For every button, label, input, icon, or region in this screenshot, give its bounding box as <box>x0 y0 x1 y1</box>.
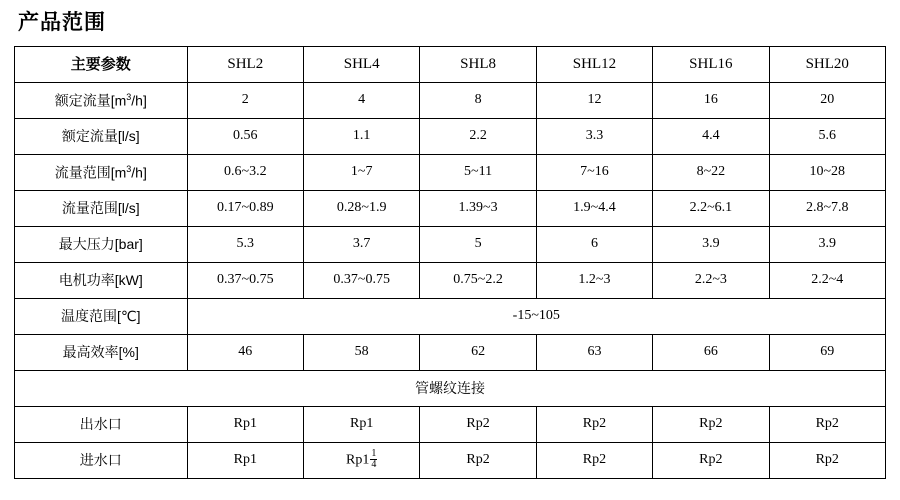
row-label-rated-flow-ls: 额定流量[l/s] <box>15 119 188 155</box>
row-label-inlet: 进水口 <box>15 443 188 479</box>
cell-value: Rp2 <box>769 407 885 443</box>
cell-value: Rp2 <box>420 407 536 443</box>
cell-value: 58 <box>303 335 419 371</box>
cell-value: 66 <box>653 335 769 371</box>
column-header-model-4: SHL12 <box>536 47 652 83</box>
table-row <box>15 155 886 191</box>
cell-value-inlet-shl4 <box>303 443 419 479</box>
row-label-text: 额定流量[m <box>54 92 127 109</box>
cell-value: 2.2~4 <box>769 263 885 299</box>
table-row <box>15 119 886 155</box>
cell-value: 1.1 <box>303 119 419 155</box>
cell-value: 0.56 <box>187 119 303 155</box>
table-header-row <box>15 47 886 83</box>
cell-value: 69 <box>769 335 885 371</box>
table-row <box>15 299 886 335</box>
cell-value: 6 <box>536 227 652 263</box>
cell-value: 0.37~0.75 <box>303 263 419 299</box>
cell-value: Rp1 <box>303 407 419 443</box>
cell-value: Rp2 <box>536 407 652 443</box>
column-header-model-3: SHL8 <box>420 47 536 83</box>
cell-value: 3.7 <box>303 227 419 263</box>
cell-value: 2 <box>187 83 303 119</box>
cell-value: 2.2~6.1 <box>653 191 769 227</box>
table-row <box>15 407 886 443</box>
cell-value: 5.3 <box>187 227 303 263</box>
column-header-model-6: SHL20 <box>769 47 885 83</box>
cell-value: Rp2 <box>653 443 769 479</box>
cell-value: 4 <box>303 83 419 119</box>
row-label-temperature-range: 温度范围[℃] <box>15 299 188 335</box>
cell-value: Rp2 <box>536 443 652 479</box>
fraction-denominator: 4 <box>371 459 377 470</box>
cell-value: 0.17~0.89 <box>187 191 303 227</box>
cell-value: 8~22 <box>653 155 769 191</box>
cell-value: 46 <box>187 335 303 371</box>
row-label-max-pressure: 最大压力[bar] <box>15 227 188 263</box>
cell-value: 1.9~4.4 <box>536 191 652 227</box>
cell-value: 2.2 <box>420 119 536 155</box>
section-header-pipe-thread-connection: 管螺纹连接 <box>15 371 886 407</box>
table-row <box>15 443 886 479</box>
cell-value: 1~7 <box>303 155 419 191</box>
page-title: 产品范围 <box>18 11 106 34</box>
row-label-rated-flow-m3h <box>15 83 188 119</box>
spec-table-container <box>14 46 886 479</box>
cell-value: Rp2 <box>653 407 769 443</box>
row-label-outlet: 出水口 <box>15 407 188 443</box>
table-row <box>15 227 886 263</box>
row-label-motor-power: 电机功率[kW] <box>15 263 188 299</box>
cell-value: 0.28~1.9 <box>303 191 419 227</box>
cell-value: Rp1 <box>187 407 303 443</box>
cell-value: 1.2~3 <box>536 263 652 299</box>
cell-value: 8 <box>420 83 536 119</box>
column-header-model-5: SHL16 <box>653 47 769 83</box>
row-label-superscript: 3 <box>126 92 132 103</box>
row-label-flow-range-m3h <box>15 155 188 191</box>
fraction-numerator: 1 <box>371 448 377 459</box>
cell-value: 7~16 <box>536 155 652 191</box>
column-header-model-2: SHL4 <box>303 47 419 83</box>
cell-value: 62 <box>420 335 536 371</box>
fraction-one-quarter <box>370 449 377 470</box>
column-header-parameters: 主要参数 <box>15 47 188 83</box>
cell-value: 5~11 <box>420 155 536 191</box>
cell-value: 20 <box>769 83 885 119</box>
cell-value: Rp2 <box>769 443 885 479</box>
cell-value: 4.4 <box>653 119 769 155</box>
row-label-superscript: 3 <box>126 164 132 175</box>
cell-value: 0.37~0.75 <box>187 263 303 299</box>
row-label-tail: /h] <box>131 92 147 109</box>
cell-value: 2.2~3 <box>653 263 769 299</box>
table-row <box>15 191 886 227</box>
cell-value: 5 <box>420 227 536 263</box>
cell-value: 3.9 <box>769 227 885 263</box>
cell-value-temperature-range: -15~105 <box>187 299 885 335</box>
cell-value: 0.75~2.2 <box>420 263 536 299</box>
cell-value: 63 <box>536 335 652 371</box>
row-label-tail: /h] <box>131 164 147 181</box>
column-header-model-1: SHL2 <box>187 47 303 83</box>
cell-value: 16 <box>653 83 769 119</box>
row-label-text: 流量范围[m <box>54 164 127 181</box>
cell-value: Rp1 <box>187 443 303 479</box>
cell-value: 12 <box>536 83 652 119</box>
cell-value: 10~28 <box>769 155 885 191</box>
product-range-table <box>14 46 886 479</box>
cell-value: 1.39~3 <box>420 191 536 227</box>
cell-value: 0.6~3.2 <box>187 155 303 191</box>
row-label-flow-range-ls: 流量范围[l/s] <box>15 191 188 227</box>
row-label-max-efficiency: 最高效率[%] <box>15 335 188 371</box>
cell-value: Rp2 <box>420 443 536 479</box>
cell-value: 3.9 <box>653 227 769 263</box>
table-row <box>15 83 886 119</box>
cell-value: 3.3 <box>536 119 652 155</box>
table-row <box>15 263 886 299</box>
table-row <box>15 335 886 371</box>
cell-value: 5.6 <box>769 119 885 155</box>
cell-value-text: Rp1 <box>346 452 370 468</box>
table-section-row <box>15 371 886 407</box>
cell-value: 2.8~7.8 <box>769 191 885 227</box>
